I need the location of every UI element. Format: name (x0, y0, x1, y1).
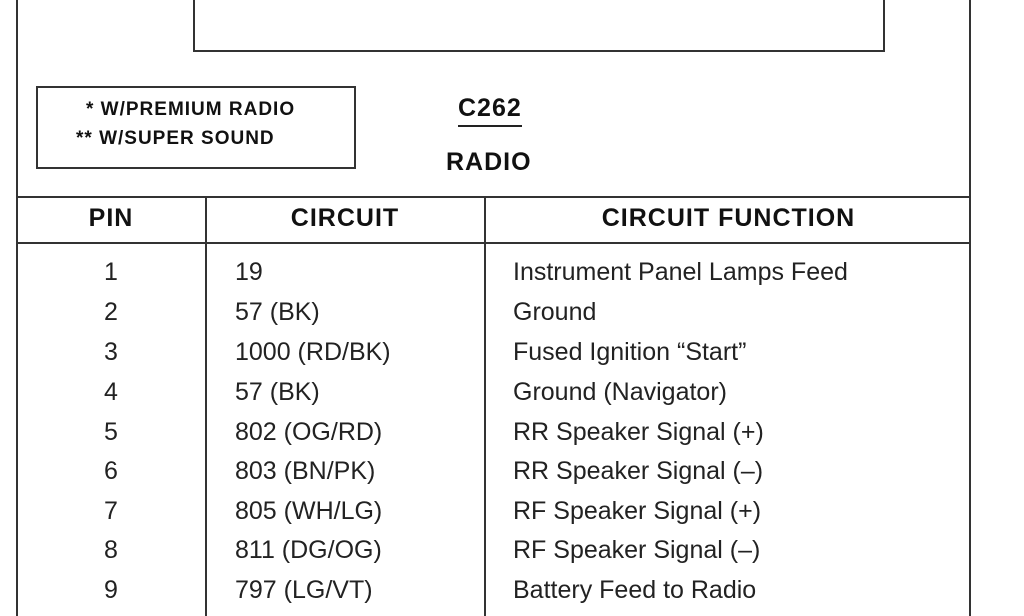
pin-cell: 4 (104, 378, 118, 406)
pin-cell: 5 (104, 418, 118, 446)
legend-line-super-sound: ** W/SUPER SOUND (76, 128, 275, 149)
pin-cell: 7 (104, 497, 118, 525)
function-cell: RR Speaker Signal (–) (513, 457, 764, 485)
column-header-pin: PIN (88, 204, 134, 232)
function-cell: Ground (513, 298, 597, 326)
circuit-cell: 802 (OG/RD) (235, 418, 383, 446)
function-cell: Battery Feed to Radio (513, 576, 757, 604)
pin-cell: 2 (104, 298, 118, 326)
legend-line-premium: * W/PREMIUM RADIO (86, 99, 296, 120)
pin-cell: 9 (104, 576, 118, 604)
column-header-function: CIRCUIT FUNCTION (601, 204, 856, 232)
column-header-circuit: CIRCUIT (290, 204, 400, 232)
function-cell: Instrument Panel Lamps Feed (513, 258, 848, 286)
pin-cell: 6 (104, 457, 118, 485)
connector-id: C262 (458, 94, 522, 127)
function-cell: RF Speaker Signal (–) (513, 536, 761, 564)
table-header-border (16, 242, 971, 244)
legend-box (36, 86, 356, 169)
pin-cell: 3 (104, 338, 118, 366)
circuit-cell: 57 (BK) (235, 298, 320, 326)
table-top-border (16, 196, 971, 198)
circuit-cell: 57 (BK) (235, 378, 320, 406)
circuit-cell: 805 (WH/LG) (235, 497, 383, 525)
function-cell: Ground (Navigator) (513, 378, 727, 406)
function-cell: RR Speaker Signal (+) (513, 418, 764, 446)
function-cell: Fused Ignition “Start” (513, 338, 747, 366)
function-cell: RF Speaker Signal (+) (513, 497, 762, 525)
pin-cell: 8 (104, 536, 118, 564)
connector-name: RADIO (446, 148, 532, 176)
circuit-cell: 1000 (RD/BK) (235, 338, 391, 366)
circuit-cell: 811 (DG/OG) (235, 536, 382, 564)
pin-cell: 1 (104, 258, 118, 286)
connector-face-drawing (193, 0, 885, 52)
circuit-cell: 803 (BN/PK) (235, 457, 376, 485)
column-divider (484, 196, 486, 616)
circuit-cell: 797 (LG/VT) (235, 576, 373, 604)
circuit-cell: 19 (235, 258, 263, 286)
